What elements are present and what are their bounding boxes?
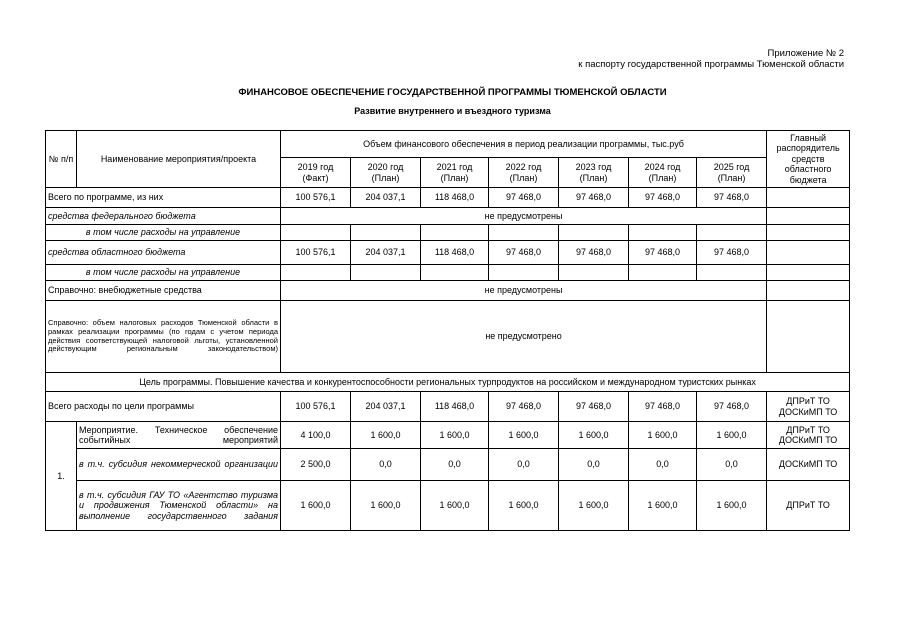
federal-label: средства федерального бюджета bbox=[46, 208, 281, 225]
value-cell: 1 600,0 bbox=[629, 481, 697, 531]
manager-cell bbox=[767, 301, 850, 373]
item1-row-2 bbox=[46, 449, 850, 481]
value-cell: 1 600,0 bbox=[489, 422, 559, 449]
header-num: № п/п bbox=[46, 131, 77, 188]
value-cell: 0,0 bbox=[629, 449, 697, 481]
manager-cell: ДОСКиМП ТО bbox=[767, 449, 850, 481]
value-cell: 0,0 bbox=[697, 449, 767, 481]
header-year: 2025 год (План) bbox=[697, 158, 767, 188]
header-year: 2020 год (План) bbox=[351, 158, 421, 188]
value-cell: 97 468,0 bbox=[489, 188, 559, 208]
value-cell: 97 468,0 bbox=[629, 392, 697, 422]
value-cell: 1 600,0 bbox=[421, 481, 489, 531]
value-cell: 0,0 bbox=[489, 449, 559, 481]
header-year: 2022 год (План) bbox=[489, 158, 559, 188]
value-cell: 1 600,0 bbox=[351, 481, 421, 531]
value-cell: 97 468,0 bbox=[697, 188, 767, 208]
item1-sub-label: в т.ч. субсидия ГАУ ТО «Агентство туризма и продвижения Тюменской области» на выполнение государственного задания bbox=[77, 481, 281, 531]
value-cell: 1 600,0 bbox=[559, 422, 629, 449]
manager-cell bbox=[767, 208, 850, 225]
header-row-1 bbox=[46, 131, 850, 158]
manager-cell: ДПРиТ ТО ДОСКиМП ТО bbox=[767, 392, 850, 422]
goal-total-row bbox=[46, 392, 850, 422]
manager-cell bbox=[767, 281, 850, 301]
value-cell: 97 468,0 bbox=[697, 392, 767, 422]
federal-mgmt-row bbox=[46, 225, 850, 241]
header-volume: Объем финансового обеспечения в период реализации программы, тыс.руб bbox=[281, 131, 767, 158]
manager-cell bbox=[767, 241, 850, 265]
value-cell: 204 037,1 bbox=[351, 188, 421, 208]
item1-sub-label: в т.ч. субсидия некоммерческой организации bbox=[77, 449, 281, 481]
item1-row-1 bbox=[46, 422, 850, 449]
value-cell: 1 600,0 bbox=[351, 422, 421, 449]
appendix-line-1: Приложение № 2 bbox=[767, 48, 844, 59]
item1-num: 1. bbox=[46, 422, 77, 531]
value-cell: 0,0 bbox=[559, 449, 629, 481]
offbudget-label: Справочно: внебюджетные средства bbox=[46, 281, 281, 301]
tax-row bbox=[46, 301, 850, 373]
manager-cell: ДПРиТ ТО bbox=[767, 481, 850, 531]
goal-text: Цель программы. Повышение качества и конкурентоспособности региональных турпродуктов на российском и международном туристских рынках bbox=[46, 373, 850, 392]
tax-label: Справочно: объем налоговых расходов Тюменской области в рамках реализации программы (по годам с учетом периода действия соответствующей налоговой льготы, установленной действующим региональным законодательством) bbox=[46, 301, 281, 373]
value-cell: 2 500,0 bbox=[281, 449, 351, 481]
total-label: Всего по программе, из них bbox=[46, 188, 281, 208]
item1-row-3 bbox=[46, 481, 850, 531]
regional-mgmt-row bbox=[46, 265, 850, 281]
value-cell: 1 600,0 bbox=[489, 481, 559, 531]
header-year: 2023 год (План) bbox=[559, 158, 629, 188]
regional-mgmt-label: в том числе расходы на управление bbox=[46, 265, 281, 281]
value-cell: 97 468,0 bbox=[559, 241, 629, 265]
item1-label: Мероприятие. Техническое обеспечение событийных мероприятий bbox=[77, 422, 281, 449]
tax-note: не предусмотрено bbox=[281, 301, 767, 373]
value-cell: 204 037,1 bbox=[351, 241, 421, 265]
manager-cell bbox=[767, 188, 850, 208]
value-cell: 1 600,0 bbox=[697, 422, 767, 449]
header-manager: Главный распорядитель средств областного бюджета bbox=[767, 131, 850, 188]
value-cell: 118 468,0 bbox=[421, 241, 489, 265]
offbudget-row bbox=[46, 281, 850, 301]
value-cell: 97 468,0 bbox=[489, 241, 559, 265]
value-cell: 1 600,0 bbox=[559, 481, 629, 531]
value-cell: 1 600,0 bbox=[697, 481, 767, 531]
header-year: 2024 год (План) bbox=[629, 158, 697, 188]
regional-label: средства областного бюджета bbox=[46, 241, 281, 265]
value-cell: 97 468,0 bbox=[697, 241, 767, 265]
appendix-line-2: к паспорту государственной программы Тюменской области bbox=[578, 59, 844, 70]
regional-row bbox=[46, 241, 850, 265]
value-cell: 0,0 bbox=[351, 449, 421, 481]
value-cell: 100 576,1 bbox=[281, 392, 351, 422]
value-cell: 97 468,0 bbox=[629, 188, 697, 208]
offbudget-note: не предусмотрены bbox=[281, 281, 767, 301]
value-cell: 4 100,0 bbox=[281, 422, 351, 449]
total-row bbox=[46, 188, 850, 208]
value-cell: 97 468,0 bbox=[559, 188, 629, 208]
value-cell: 1 600,0 bbox=[629, 422, 697, 449]
financing-table bbox=[45, 130, 850, 531]
document-subtitle: Развитие внутреннего и въездного туризма bbox=[354, 106, 551, 116]
value-cell: 100 576,1 bbox=[281, 188, 351, 208]
header-year: 2019 год (Факт) bbox=[281, 158, 351, 188]
header-name: Наименование мероприятия/проекта bbox=[77, 131, 281, 188]
goal-total-label: Всего расходы по цели программы bbox=[46, 392, 281, 422]
federal-row bbox=[46, 208, 850, 225]
value-cell: 1 600,0 bbox=[421, 422, 489, 449]
appendix-note bbox=[578, 48, 844, 70]
value-cell: 118 468,0 bbox=[421, 188, 489, 208]
value-cell: 100 576,1 bbox=[281, 241, 351, 265]
manager-cell: ДПРиТ ТО ДОСКиМП ТО bbox=[767, 422, 850, 449]
value-cell: 1 600,0 bbox=[281, 481, 351, 531]
header-year: 2021 год (План) bbox=[421, 158, 489, 188]
goal-row bbox=[46, 373, 850, 392]
document-title: ФИНАНСОВОЕ ОБЕСПЕЧЕНИЕ ГОСУДАРСТВЕННОЙ ПРОГРАММЫ ТЮМЕНСКОЙ ОБЛАСТИ bbox=[238, 87, 667, 98]
federal-mgmt-label: в том числе расходы на управление bbox=[46, 225, 281, 241]
federal-note: не предусмотрены bbox=[281, 208, 767, 225]
value-cell: 97 468,0 bbox=[559, 392, 629, 422]
value-cell: 0,0 bbox=[421, 449, 489, 481]
value-cell: 97 468,0 bbox=[629, 241, 697, 265]
value-cell: 118 468,0 bbox=[421, 392, 489, 422]
value-cell: 97 468,0 bbox=[489, 392, 559, 422]
value-cell: 204 037,1 bbox=[351, 392, 421, 422]
